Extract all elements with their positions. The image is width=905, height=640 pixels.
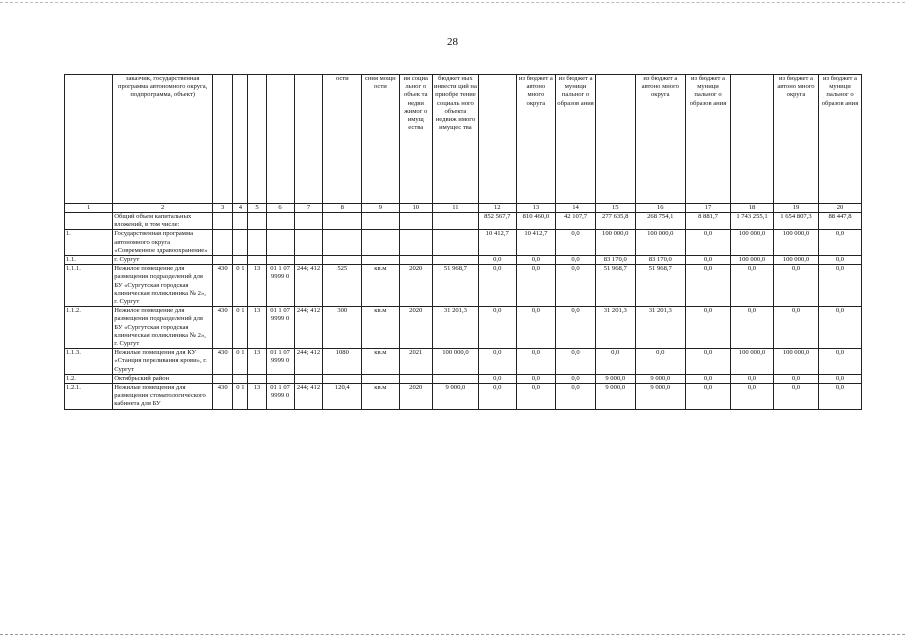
cell-col-18: 100 000,0 — [731, 230, 774, 256]
cell-col-20: 0,0 — [818, 307, 861, 349]
cell-col-8: ости — [323, 75, 362, 204]
table-row — [65, 374, 862, 383]
cell-col-18: 100 000,0 — [731, 349, 774, 375]
cell-col-19: 0,0 — [773, 307, 818, 349]
table-row — [65, 349, 862, 375]
cell-col-14: 14 — [556, 204, 596, 213]
cell-col-4 — [233, 256, 248, 265]
cell-col-1: 1.2.1. — [65, 384, 113, 410]
cell-col-17: 0,0 — [685, 230, 730, 256]
cell-col-8 — [323, 256, 362, 265]
cell-col-2: заказчик, государственная программа автономного округа, подпрограмма, объект) — [113, 75, 213, 204]
cell-col-20: 0,0 — [818, 265, 861, 307]
cell-col-20: из бюджет а муници пальног о образов ания — [818, 75, 861, 204]
cell-col-16: 9 000,0 — [635, 384, 685, 410]
cell-col-15: 51 968,7 — [595, 265, 635, 307]
cell-col-13: 0,0 — [516, 349, 556, 375]
cell-col-9: кв.м — [362, 265, 400, 307]
cell-col-20: 0,0 — [818, 384, 861, 410]
cell-col-16: 0,0 — [635, 349, 685, 375]
cell-col-16: 268 754,1 — [635, 213, 685, 230]
cell-col-12: 852 567,7 — [478, 213, 516, 230]
cell-col-2: г. Сургут — [113, 256, 213, 265]
cell-col-10: 10 — [399, 204, 432, 213]
cell-col-10 — [399, 230, 432, 256]
cell-col-9 — [362, 213, 400, 230]
cell-col-8 — [323, 374, 362, 383]
cell-col-6 — [266, 230, 294, 256]
cell-col-16: 31 201,3 — [635, 307, 685, 349]
cell-col-18 — [731, 75, 774, 204]
cell-col-17: 17 — [685, 204, 730, 213]
cell-col-17: 0,0 — [685, 374, 730, 383]
cell-col-20: 0,0 — [818, 256, 861, 265]
cell-col-11: бюджет ных инвести ций на приобре тение социаль ного объекта недвиж имого имущес тва — [432, 75, 478, 204]
table-row — [65, 307, 862, 349]
cell-col-1: 1. — [65, 230, 113, 256]
cell-col-14: 0,0 — [556, 349, 596, 375]
cell-col-12: 0,0 — [478, 374, 516, 383]
cell-col-12: 12 — [478, 204, 516, 213]
cell-col-4 — [233, 230, 248, 256]
cell-col-11: 11 — [432, 204, 478, 213]
cell-col-7: 244; 412 — [294, 265, 323, 307]
cell-col-15: 277 635,8 — [595, 213, 635, 230]
cell-col-18: 0,0 — [731, 374, 774, 383]
cell-col-11 — [432, 230, 478, 256]
cell-col-18: 100 000,0 — [731, 256, 774, 265]
cell-col-6 — [266, 374, 294, 383]
cell-col-19: 0,0 — [773, 374, 818, 383]
cell-col-11: 31 201,3 — [432, 307, 478, 349]
cell-col-9: сния мощн ости — [362, 75, 400, 204]
cell-col-6: 01 1 07 9999 0 — [266, 265, 294, 307]
cell-col-7 — [294, 230, 323, 256]
cell-col-5: 5 — [248, 204, 266, 213]
cell-col-12: 0,0 — [478, 307, 516, 349]
cell-col-12: 0,0 — [478, 256, 516, 265]
cell-col-10: 2020 — [399, 307, 432, 349]
cell-col-19: 0,0 — [773, 384, 818, 410]
table-row — [65, 265, 862, 307]
cell-col-5 — [248, 256, 266, 265]
cell-col-15: 31 201,3 — [595, 307, 635, 349]
cell-col-8: 1080 — [323, 349, 362, 375]
cell-col-1: 1.1.2. — [65, 307, 113, 349]
cell-col-8 — [323, 230, 362, 256]
cell-col-19: 100 000,0 — [773, 230, 818, 256]
cell-col-4: 0 1 — [233, 265, 248, 307]
cell-col-1: 1.1. — [65, 256, 113, 265]
cell-col-20: 0,0 — [818, 230, 861, 256]
cell-col-13: 0,0 — [516, 374, 556, 383]
cell-col-16: из бюджет а автоно много округа — [635, 75, 685, 204]
cell-col-4 — [233, 75, 248, 204]
cell-col-1: 1.1.1. — [65, 265, 113, 307]
cell-col-10: 2020 — [399, 384, 432, 410]
cell-col-7: 244; 412 — [294, 349, 323, 375]
cell-col-10: ия социа льног о объек та недви жимог о имущ ества — [399, 75, 432, 204]
cell-col-12: 0,0 — [478, 349, 516, 375]
cell-col-11 — [432, 374, 478, 383]
cell-col-11: 9 000,0 — [432, 384, 478, 410]
cell-col-17: 0,0 — [685, 384, 730, 410]
table-header-row — [65, 75, 862, 204]
cell-col-3 — [213, 75, 233, 204]
cell-col-2: Нежилые помещения для КУ «Станция переливания крови», г. Сургут — [113, 349, 213, 375]
cell-col-18: 0,0 — [731, 307, 774, 349]
cell-col-16: 51 968,7 — [635, 265, 685, 307]
cell-col-17: из бюджет а муници пальног о образов ания — [685, 75, 730, 204]
cell-col-8: 120,4 — [323, 384, 362, 410]
cell-col-13: 0,0 — [516, 256, 556, 265]
cell-col-11 — [432, 213, 478, 230]
scan-edge-bottom — [0, 634, 905, 635]
cell-col-20: 0,0 — [818, 349, 861, 375]
cell-col-8: 525 — [323, 265, 362, 307]
cell-col-8: 8 — [323, 204, 362, 213]
cell-col-4 — [233, 374, 248, 383]
cell-col-2: Октябрьский район — [113, 374, 213, 383]
cell-col-3 — [213, 374, 233, 383]
cell-col-19: 1 654 807,3 — [773, 213, 818, 230]
cell-col-19: 100 000,0 — [773, 256, 818, 265]
cell-col-1: 1.1.3. — [65, 349, 113, 375]
cell-col-5: 13 — [248, 349, 266, 375]
cell-col-6 — [266, 75, 294, 204]
cell-col-12 — [478, 75, 516, 204]
cell-col-7 — [294, 75, 323, 204]
cell-col-10: 2021 — [399, 349, 432, 375]
cell-col-17: 0,0 — [685, 265, 730, 307]
cell-col-13: 0,0 — [516, 307, 556, 349]
cell-col-10: 2020 — [399, 265, 432, 307]
cell-col-15: 83 170,0 — [595, 256, 635, 265]
cell-col-14: 0,0 — [556, 256, 596, 265]
cell-col-3 — [213, 230, 233, 256]
table-row — [65, 213, 862, 230]
cell-col-9 — [362, 230, 400, 256]
cell-col-3: 430 — [213, 307, 233, 349]
table-row — [65, 384, 862, 410]
cell-col-12: 0,0 — [478, 265, 516, 307]
cell-col-9: кв.м — [362, 307, 400, 349]
cell-col-1: 1.2. — [65, 374, 113, 383]
cell-col-5: 13 — [248, 307, 266, 349]
cell-col-10 — [399, 256, 432, 265]
cell-col-18: 1 743 255,1 — [731, 213, 774, 230]
cell-col-2: Нежилые помещения для размещения стоматологического кабинета для БУ — [113, 384, 213, 410]
cell-col-13: 810 460,0 — [516, 213, 556, 230]
cell-col-17: 8 881,7 — [685, 213, 730, 230]
cell-col-4: 0 1 — [233, 384, 248, 410]
column-numbers-row — [65, 204, 862, 213]
cell-col-14: из бюджет а муници пальног о образов ания — [556, 75, 596, 204]
cell-col-19: 0,0 — [773, 265, 818, 307]
cell-col-1: 1 — [65, 204, 113, 213]
cell-col-1 — [65, 75, 113, 204]
cell-col-5 — [248, 374, 266, 383]
cell-col-13: из бюджет а автоно много округа — [516, 75, 556, 204]
cell-col-4: 4 — [233, 204, 248, 213]
cell-col-5 — [248, 213, 266, 230]
cell-col-4: 0 1 — [233, 349, 248, 375]
cell-col-2: Общий объем капитальных вложений, в том числе: — [113, 213, 213, 230]
cell-col-8 — [323, 213, 362, 230]
cell-col-17: 0,0 — [685, 256, 730, 265]
cell-col-12: 0,0 — [478, 384, 516, 410]
cell-col-9 — [362, 256, 400, 265]
cell-col-6: 01 1 07 9999 0 — [266, 384, 294, 410]
scan-edge-top — [0, 2, 905, 3]
cell-col-15: 0,0 — [595, 349, 635, 375]
cell-col-2: Государственная программа автономного округа «Современное здравоохранение» — [113, 230, 213, 256]
cell-col-20: 88 447,8 — [818, 213, 861, 230]
cell-col-13: 13 — [516, 204, 556, 213]
cell-col-7: 7 — [294, 204, 323, 213]
cell-col-5: 13 — [248, 265, 266, 307]
cell-col-10 — [399, 213, 432, 230]
cell-col-15: 100 000,0 — [595, 230, 635, 256]
cell-col-5 — [248, 75, 266, 204]
cell-col-7: 244; 412 — [294, 384, 323, 410]
cell-col-14: 0,0 — [556, 230, 596, 256]
cell-col-14: 0,0 — [556, 374, 596, 383]
cell-col-1 — [65, 213, 113, 230]
cell-col-6: 01 1 07 9999 0 — [266, 307, 294, 349]
cell-col-16: 16 — [635, 204, 685, 213]
cell-col-15: 15 — [595, 204, 635, 213]
cell-col-6 — [266, 213, 294, 230]
cell-col-15: 9 000,0 — [595, 374, 635, 383]
cell-col-16: 100 000,0 — [635, 230, 685, 256]
cell-col-4 — [233, 213, 248, 230]
cell-col-15: 9 000,0 — [595, 384, 635, 410]
cell-col-3: 430 — [213, 384, 233, 410]
cell-col-6: 6 — [266, 204, 294, 213]
cell-col-19: из бюджет а автоно много округа — [773, 75, 818, 204]
cell-col-17: 0,0 — [685, 349, 730, 375]
cell-col-18: 0,0 — [731, 384, 774, 410]
cell-col-6: 01 1 07 9999 0 — [266, 349, 294, 375]
table-row — [65, 256, 862, 265]
cell-col-14: 0,0 — [556, 265, 596, 307]
cell-col-16: 83 170,0 — [635, 256, 685, 265]
cell-col-11: 51 968,7 — [432, 265, 478, 307]
cell-col-2: Нежилое помещение для размещения подразделений для БУ «Сургутская городская клиническая поликлиника № 2», г. Сургут — [113, 265, 213, 307]
page-number: 28 — [447, 36, 458, 48]
cell-col-11: 100 000,0 — [432, 349, 478, 375]
cell-col-7 — [294, 213, 323, 230]
cell-col-15 — [595, 75, 635, 204]
cell-col-6 — [266, 256, 294, 265]
cell-col-13: 0,0 — [516, 384, 556, 410]
cell-col-5 — [248, 230, 266, 256]
cell-col-14: 0,0 — [556, 307, 596, 349]
cell-col-8: 300 — [323, 307, 362, 349]
cell-col-18: 0,0 — [731, 265, 774, 307]
cell-col-5: 13 — [248, 384, 266, 410]
cell-col-3: 3 — [213, 204, 233, 213]
cell-col-17: 0,0 — [685, 307, 730, 349]
cell-col-3 — [213, 256, 233, 265]
cell-col-14: 0,0 — [556, 384, 596, 410]
cell-col-9: 9 — [362, 204, 400, 213]
cell-col-19: 100 000,0 — [773, 349, 818, 375]
cell-col-3: 430 — [213, 265, 233, 307]
cell-col-9 — [362, 374, 400, 383]
cell-col-20: 0,0 — [818, 374, 861, 383]
cell-col-3: 430 — [213, 349, 233, 375]
cell-col-2: 2 — [113, 204, 213, 213]
cell-col-11 — [432, 256, 478, 265]
cell-col-13: 10 412,7 — [516, 230, 556, 256]
table-row — [65, 230, 862, 256]
cell-col-19: 19 — [773, 204, 818, 213]
cell-col-4: 0 1 — [233, 307, 248, 349]
cell-col-9: кв.м — [362, 349, 400, 375]
cell-col-2: Нежилое помещение для размещения подразделений для БУ «Сургутская городская клиническая поликлиника № 2», г. Сургут — [113, 307, 213, 349]
cell-col-14: 42 107,7 — [556, 213, 596, 230]
cell-col-7: 244; 412 — [294, 307, 323, 349]
cell-col-9: кв.м — [362, 384, 400, 410]
cell-col-7 — [294, 374, 323, 383]
cell-col-20: 20 — [818, 204, 861, 213]
cell-col-3 — [213, 213, 233, 230]
cell-col-10 — [399, 374, 432, 383]
cell-col-12: 10 412,7 — [478, 230, 516, 256]
cell-col-13: 0,0 — [516, 265, 556, 307]
cell-col-7 — [294, 256, 323, 265]
cell-col-16: 9 000,0 — [635, 374, 685, 383]
capital-investment-table — [64, 74, 862, 410]
cell-col-18: 18 — [731, 204, 774, 213]
